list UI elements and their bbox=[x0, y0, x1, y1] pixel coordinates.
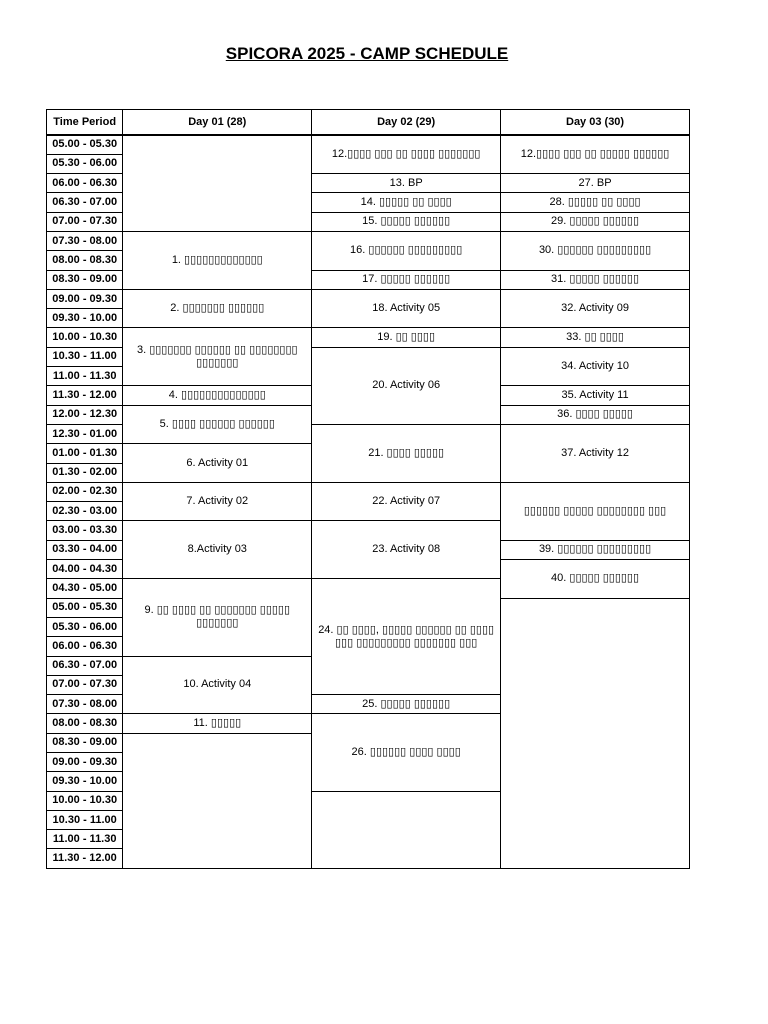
activity-cell-day2: 24. ▯▯ ▯▯▯▯, ▯▯▯▯▯ ▯▯▯▯▯▯ ▯▯ ▯▯▯▯ ▯▯▯ ▯▯▯▯▯▯▯▯▯ ▯▯▯▯▯▯▯ ▯▯▯ bbox=[312, 579, 501, 695]
activity-cell-day1: 8.Activity 03 bbox=[123, 521, 312, 579]
time-period-cell: 02.30 - 03.00 bbox=[47, 502, 123, 521]
time-period-cell: 07.00 - 07.30 bbox=[47, 212, 123, 231]
time-period-cell: 01.30 - 02.00 bbox=[47, 463, 123, 482]
time-period-cell: 10.00 - 10.30 bbox=[47, 328, 123, 347]
activity-cell-day2: 19. ▯▯ ▯▯▯▯ bbox=[312, 328, 501, 347]
activity-cell-day3: 27. BP bbox=[501, 174, 690, 193]
page-title: SPICORA 2025 - CAMP SCHEDULE bbox=[225, 44, 509, 63]
activity-cell-day3: ▯▯▯▯▯▯ ▯▯▯▯▯ ▯▯▯▯▯▯▯▯ ▯▯▯ bbox=[501, 482, 690, 540]
activity-cell-day2: 12.▯▯▯▯ ▯▯▯ ▯▯ ▯▯▯▯ ▯▯▯▯▯▯▯ bbox=[312, 135, 501, 174]
activity-cell-day1: 6. Activity 01 bbox=[123, 444, 312, 483]
time-period-cell: 05.30 - 06.00 bbox=[47, 154, 123, 173]
header-time-period: Time Period bbox=[47, 110, 123, 136]
table-row bbox=[47, 135, 690, 154]
activity-cell-day1 bbox=[123, 135, 312, 231]
table-row bbox=[47, 328, 690, 347]
activity-cell-day2 bbox=[312, 791, 501, 868]
time-period-cell: 01.00 - 01.30 bbox=[47, 444, 123, 463]
activity-cell-day3: 35. Activity 11 bbox=[501, 386, 690, 405]
activity-cell-day1: 7. Activity 02 bbox=[123, 482, 312, 521]
activity-cell-day3: 12.▯▯▯▯ ▯▯▯ ▯▯ ▯▯▯▯▯ ▯▯▯▯▯▯ bbox=[501, 135, 690, 174]
activity-cell-day3: 34. Activity 10 bbox=[501, 347, 690, 386]
table-row bbox=[47, 482, 690, 501]
time-period-cell: 10.30 - 11.00 bbox=[47, 347, 123, 366]
time-period-cell: 02.00 - 02.30 bbox=[47, 482, 123, 501]
time-period-cell: 03.00 - 03.30 bbox=[47, 521, 123, 540]
activity-cell-day2: 23. Activity 08 bbox=[312, 521, 501, 579]
header-day-02: Day 02 (29) bbox=[312, 110, 501, 136]
time-period-cell: 06.00 - 06.30 bbox=[47, 174, 123, 193]
time-period-cell: 12.30 - 01.00 bbox=[47, 424, 123, 443]
activity-cell-day1: 10. Activity 04 bbox=[123, 656, 312, 714]
activity-cell-day3: 32. Activity 09 bbox=[501, 289, 690, 328]
time-period-cell: 07.30 - 08.00 bbox=[47, 695, 123, 714]
activity-cell-day2: 26. ▯▯▯▯▯▯ ▯▯▯▯ ▯▯▯▯ bbox=[312, 714, 501, 791]
time-period-cell: 12.00 - 12.30 bbox=[47, 405, 123, 424]
activity-cell-day1: 9. ▯▯ ▯▯▯▯ ▯▯ ▯▯▯▯▯▯▯ ▯▯▯▯▯ ▯▯▯▯▯▯▯ bbox=[123, 579, 312, 656]
activity-cell-day1: 3. ▯▯▯▯▯▯▯ ▯▯▯▯▯▯ ▯▯ ▯▯▯▯▯▯▯▯ ▯▯▯▯▯▯▯ bbox=[123, 328, 312, 386]
time-period-cell: 05.00 - 05.30 bbox=[47, 598, 123, 617]
activity-cell-day3: 40. ▯▯▯▯▯ ▯▯▯▯▯▯ bbox=[501, 560, 690, 599]
activity-cell-day3: 37. Activity 12 bbox=[501, 424, 690, 482]
header-row bbox=[47, 110, 690, 136]
time-period-cell: 09.00 - 09.30 bbox=[47, 753, 123, 772]
time-period-cell: 05.00 - 05.30 bbox=[47, 135, 123, 154]
activity-cell-day3: 33. ▯▯ ▯▯▯▯ bbox=[501, 328, 690, 347]
time-period-cell: 11.30 - 12.00 bbox=[47, 849, 123, 868]
time-period-cell: 10.30 - 11.00 bbox=[47, 810, 123, 829]
activity-cell-day1: 1. ▯▯▯▯▯▯▯▯▯▯▯▯▯ bbox=[123, 231, 312, 289]
time-period-cell: 09.30 - 10.00 bbox=[47, 309, 123, 328]
time-period-cell: 04.30 - 05.00 bbox=[47, 579, 123, 598]
activity-cell-day1: 11. ▯▯▯▯▯ bbox=[123, 714, 312, 733]
activity-cell-day2: 22. Activity 07 bbox=[312, 482, 501, 521]
activity-cell-day3: 31. ▯▯▯▯▯ ▯▯▯▯▯▯ bbox=[501, 270, 690, 289]
activity-cell-day3: 28. ▯▯▯▯▯ ▯▯ ▯▯▯▯ bbox=[501, 193, 690, 212]
activity-cell-day2: 13. BP bbox=[312, 174, 501, 193]
activity-cell-day3: 30. ▯▯▯▯▯▯ ▯▯▯▯▯▯▯▯▯ bbox=[501, 231, 690, 270]
time-period-cell: 07.30 - 08.00 bbox=[47, 231, 123, 250]
activity-cell-day2: 25. ▯▯▯▯▯ ▯▯▯▯▯▯ bbox=[312, 695, 501, 714]
activity-cell-day1 bbox=[123, 733, 312, 868]
activity-cell-day1: 5. ▯▯▯▯ ▯▯▯▯▯▯ ▯▯▯▯▯▯ bbox=[123, 405, 312, 444]
activity-cell-day3: 29. ▯▯▯▯▯ ▯▯▯▯▯▯ bbox=[501, 212, 690, 231]
schedule-table bbox=[46, 109, 690, 869]
header-day-03: Day 03 (30) bbox=[501, 110, 690, 136]
time-period-cell: 06.00 - 06.30 bbox=[47, 637, 123, 656]
time-period-cell: 06.30 - 07.00 bbox=[47, 656, 123, 675]
schedule-body bbox=[47, 135, 690, 868]
time-period-cell: 09.00 - 09.30 bbox=[47, 289, 123, 308]
time-period-cell: 07.00 - 07.30 bbox=[47, 675, 123, 694]
time-period-cell: 09.30 - 10.00 bbox=[47, 772, 123, 791]
activity-cell-day2: 16. ▯▯▯▯▯▯ ▯▯▯▯▯▯▯▯▯ bbox=[312, 231, 501, 270]
table-row bbox=[47, 231, 690, 250]
time-period-cell: 11.00 - 11.30 bbox=[47, 367, 123, 386]
time-period-cell: 08.30 - 09.00 bbox=[47, 270, 123, 289]
time-period-cell: 06.30 - 07.00 bbox=[47, 193, 123, 212]
time-period-cell: 11.00 - 11.30 bbox=[47, 830, 123, 849]
time-period-cell: 08.00 - 08.30 bbox=[47, 251, 123, 270]
time-period-cell: 04.00 - 04.30 bbox=[47, 560, 123, 579]
time-period-cell: 05.30 - 06.00 bbox=[47, 617, 123, 636]
activity-cell-day2: 15. ▯▯▯▯▯ ▯▯▯▯▯▯ bbox=[312, 212, 501, 231]
time-period-cell: 08.30 - 09.00 bbox=[47, 733, 123, 752]
time-period-cell: 08.00 - 08.30 bbox=[47, 714, 123, 733]
activity-cell-day2: 14. ▯▯▯▯▯ ▯▯ ▯▯▯▯ bbox=[312, 193, 501, 212]
header-day-01: Day 01 (28) bbox=[123, 110, 312, 136]
activity-cell-day2: 21. ▯▯▯▯ ▯▯▯▯▯ bbox=[312, 424, 501, 482]
activity-cell-day1: 4. ▯▯▯▯▯▯▯▯▯▯▯▯▯▯ bbox=[123, 386, 312, 405]
activity-cell-day3 bbox=[501, 598, 690, 868]
table-row bbox=[47, 289, 690, 308]
activity-cell-day1: 2. ▯▯▯▯▯▯▯ ▯▯▯▯▯▯ bbox=[123, 289, 312, 328]
time-period-cell: 10.00 - 10.30 bbox=[47, 791, 123, 810]
activity-cell-day2: 17. ▯▯▯▯▯ ▯▯▯▯▯▯ bbox=[312, 270, 501, 289]
activity-cell-day2: 18. Activity 05 bbox=[312, 289, 501, 328]
activity-cell-day2: 20. Activity 06 bbox=[312, 347, 501, 424]
time-period-cell: 03.30 - 04.00 bbox=[47, 540, 123, 559]
activity-cell-day3: 39. ▯▯▯▯▯▯ ▯▯▯▯▯▯▯▯▯ bbox=[501, 540, 690, 559]
activity-cell-day3: 36. ▯▯▯▯ ▯▯▯▯▯ bbox=[501, 405, 690, 424]
time-period-cell: 11.30 - 12.00 bbox=[47, 386, 123, 405]
